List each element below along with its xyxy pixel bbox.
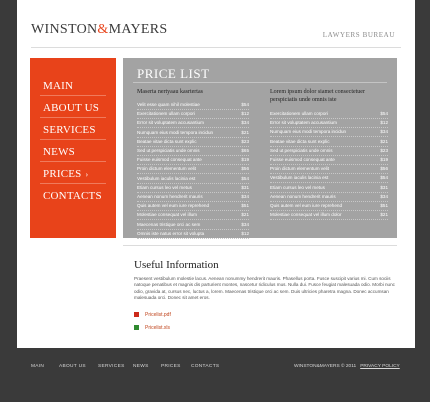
price-item-price: $51	[241, 203, 249, 209]
price-item-price: $54	[380, 111, 388, 116]
nav-item-about-us[interactable]: ABOUT US	[43, 102, 100, 114]
nav-item-contacts[interactable]: CONTACTS	[43, 190, 102, 202]
footer-link-main[interactable]: MAIN	[31, 364, 45, 369]
price-item-price: $65	[241, 148, 249, 153]
price-row	[137, 165, 249, 174]
nav-item-prices-label: PRICES	[43, 168, 82, 180]
price-row	[137, 129, 249, 138]
price-list-panel	[123, 58, 397, 238]
price-item-name: Maecenas tristique orci ac sem	[137, 221, 201, 227]
price-item-price: $54	[241, 102, 249, 107]
pricelist-pdf-label: Pricelist.pdf	[145, 312, 171, 318]
price-item-name: Quis autem vel eum iure reprehend	[270, 203, 343, 208]
price-row	[137, 101, 249, 110]
price-item-price: $12	[380, 120, 388, 126]
pricelist-xls-label: Pricelist.xls	[145, 325, 171, 331]
header-divider	[31, 47, 401, 48]
nav-item-news[interactable]: NEWS	[43, 146, 75, 158]
price-item-price: $31	[380, 184, 388, 190]
price-item-price: $54	[241, 175, 249, 181]
price-row	[270, 211, 388, 220]
price-row	[137, 156, 249, 165]
price-item-name: Vestibulum iaculis lacinia est	[270, 175, 329, 181]
price-item-price: $23	[380, 147, 388, 153]
nav-separator	[40, 139, 106, 140]
price-item-price: $34	[241, 221, 249, 227]
nav-item-main[interactable]: MAIN	[43, 80, 74, 92]
price-item-price: $23	[241, 138, 249, 144]
useful-info-title: Useful Information	[134, 259, 219, 271]
price-item-name: Proin dictum elementum velit	[270, 166, 329, 172]
price-row	[270, 156, 388, 165]
price-item-name: Molestiae consequat vel illum	[137, 212, 198, 218]
price-item-price: $51	[380, 203, 388, 208]
price-item-name: Velit esse quam nihil molestiae	[137, 102, 200, 107]
footer-link-prices[interactable]: PRICES	[161, 364, 181, 369]
price-item-price: $34	[241, 120, 249, 126]
price-item-name: Etiam cursus leo vel metus	[270, 184, 325, 190]
price-item-price: $21	[380, 212, 388, 218]
pricelist-xls-link[interactable]	[134, 325, 170, 331]
price-item-name: Vestibulum iaculis lacinia est	[137, 175, 196, 181]
price-item-price: $21	[380, 138, 388, 144]
price-row	[270, 110, 388, 119]
price-row	[270, 128, 388, 137]
price-item-name: Fuisse euismod consequat ante	[137, 157, 202, 163]
nav-separator	[40, 117, 106, 118]
useful-info-text: Praesent vestibulum molestie lacus. Aenean nonummy hendrerit mauris. Phasellus porta. Fusce suscipit varius mi. Cum sociis natoque penatibus et magnis dis parturient montes, nascetur ridiculus mus. Nulla dui. Fusce feugiat malesuada odio. Morbi nunc odio, gravida at, cursus nec, luctus a, lorem. Maecenas tristique orci ac sem. Duis ultricies pharetra magna. Donec accumsan malesuada orci. Donec sit amet eros.	[134, 276, 395, 301]
price-row	[270, 193, 388, 202]
price-row	[137, 147, 249, 156]
price-item-name: Error sit voluptatem accusantium	[137, 120, 204, 126]
price-row	[137, 211, 249, 220]
content-divider	[123, 245, 397, 246]
price-row	[137, 202, 249, 211]
price-row	[137, 138, 249, 147]
chevron-right-icon: ›	[85, 170, 89, 179]
price-list-title: PRICE LIST	[137, 66, 210, 81]
price-item-name: Beatae vitae dicta sunt explic	[137, 138, 197, 144]
price-item-name: Numquam eius modi tempora incidun	[270, 129, 347, 135]
price-item-name: Molestiae consequat vel illum dolor	[270, 212, 342, 218]
site-tagline: LAWYERS BUREAU	[322, 31, 395, 39]
price-row	[137, 230, 249, 239]
price-item-name: Etiam cursus leo vel metus	[137, 184, 192, 190]
nav-separator	[40, 161, 106, 162]
price-item-name: Proin dictum elementum velit	[137, 166, 196, 172]
price-item-price: $56	[241, 166, 249, 172]
price-row	[137, 184, 249, 193]
price-item-name: Exercitationem ullam corpori	[270, 111, 328, 116]
price-row	[270, 165, 388, 174]
price-item-price: $19	[380, 157, 388, 162]
price-item-price: $34	[380, 193, 388, 199]
panel-divider	[133, 82, 387, 83]
price-row	[137, 119, 249, 128]
price-item-price: $12	[241, 111, 249, 117]
price-row	[270, 119, 388, 128]
price-item-name: Aenean nonum hendrerit mauris	[137, 194, 203, 199]
price-item-price: $21	[241, 212, 249, 218]
price-row	[137, 175, 249, 184]
price-item-name: Aenean nonum hendrerit mauris	[270, 193, 336, 199]
price-item-name: Numquam eius modi tempora incidun	[137, 129, 214, 135]
xls-icon	[134, 325, 139, 330]
copyright-text: WINSTON&MAYERS © 2011	[294, 364, 357, 369]
price-row	[270, 202, 388, 211]
price-row	[270, 184, 388, 193]
privacy-policy-link[interactable]: PRIVACY POLICY	[360, 364, 400, 369]
price-item-name: Fuisse euismod consequat ante	[270, 157, 335, 162]
price-row	[270, 147, 388, 156]
footer-copyright	[294, 364, 400, 369]
price-item-price: $54	[380, 175, 388, 181]
price-item-name: Beatae vitae dicta sunt explic	[270, 138, 330, 144]
price-item-price: $34	[241, 194, 249, 199]
price-item-name: Error sit voluptatem accusantium	[270, 120, 337, 126]
price-item-name: Sed ut perspiciatis unde omnis	[270, 147, 333, 153]
site-logo[interactable]	[31, 22, 167, 38]
nav-item-services[interactable]: SERVICES	[43, 124, 96, 136]
footer-link-about-us[interactable]: ABOUT US	[59, 364, 86, 369]
nav-separator	[40, 95, 106, 96]
footer-link-contacts[interactable]: CONTACTS	[191, 364, 220, 369]
price-item-name: Sed ut perspiciatis unde omnis	[137, 148, 200, 153]
price-row	[270, 174, 388, 183]
price-item-name: Quis autem vel eum iure reprehend	[137, 203, 210, 209]
footer-link-news[interactable]: NEWS	[133, 364, 149, 369]
logo-ampersand: &	[97, 22, 109, 37]
price-column-1-heading: Maserta nertyaau kasrtertas	[137, 89, 203, 95]
pdf-icon	[134, 312, 139, 317]
nav-item-prices[interactable]	[43, 168, 88, 180]
pricelist-pdf-link[interactable]	[134, 312, 171, 318]
price-row	[137, 110, 249, 119]
nav-separator	[40, 183, 106, 184]
price-item-price: $31	[241, 184, 249, 190]
price-row	[137, 193, 249, 202]
price-row	[137, 221, 249, 230]
price-item-price: $56	[380, 166, 388, 172]
price-item-price: $19	[241, 157, 249, 163]
price-item-price: $12	[241, 230, 249, 236]
price-column-2-heading: Lorem ipsum dolor siamet consectetuer perspiciatis unde omnis iste	[270, 89, 365, 103]
price-item-name: Omnis iste natus error sit volupta	[137, 230, 205, 236]
main-nav	[30, 58, 116, 238]
logo-left: WINSTON	[31, 22, 98, 37]
price-item-price: $21	[241, 129, 249, 135]
price-item-name: Exercitationem ullam corpori	[137, 111, 195, 117]
page-container	[17, 0, 415, 348]
price-row	[270, 138, 388, 147]
price-item-price: $34	[380, 129, 388, 135]
footer-link-services[interactable]: SERVICES	[98, 364, 125, 369]
logo-right: MAYERS	[108, 22, 168, 37]
